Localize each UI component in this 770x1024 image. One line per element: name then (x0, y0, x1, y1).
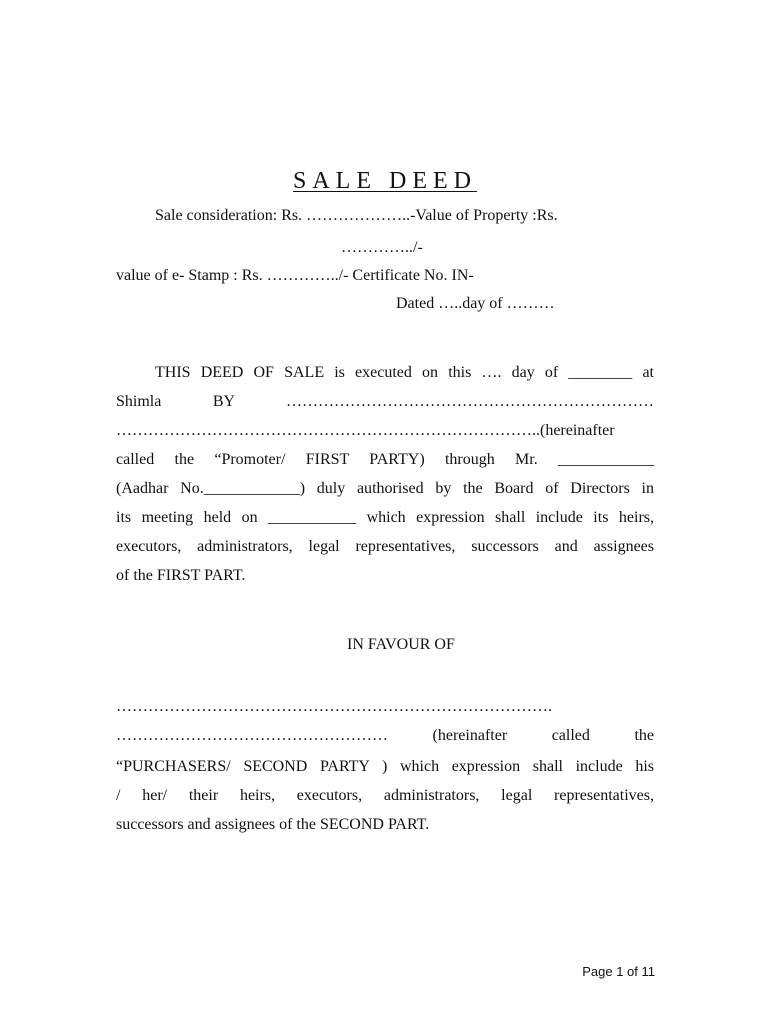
first-party-line-6: its meeting held on ___________ which expression shall include its heirs, (116, 509, 654, 526)
second-party-line-4: / her/ their heirs, executors, administrators, legal representatives, (116, 787, 654, 804)
e-stamp-line: value of e- Stamp : Rs. …………../- Certificate No. IN- (116, 267, 474, 284)
page-number: Page 1 of 11 (582, 964, 655, 979)
first-party-line-2: Shimla BY …………………………………………………………… (116, 393, 654, 410)
second-party-last-line: successors and assignees of the SECOND PART. (116, 816, 430, 833)
second-party-line-1: ………………………………………………………………………. (116, 698, 552, 715)
first-party-line-3: ……………………………………………………………………..(hereinafter (116, 422, 615, 439)
first-party-line-7: executors, administrators, legal representatives, successors and assignees (116, 538, 654, 555)
dated-line: Dated …..day of ……… (396, 295, 555, 312)
first-party-line-1: THIS DEED OF SALE is executed on this …. day of ________ at (155, 364, 654, 381)
document-title-text: SALE DEED (293, 168, 477, 194)
first-party-last-line: of the FIRST PART. (116, 567, 246, 584)
first-party-line-5: (Aadhar No.____________) duly authorised by the Board of Directors in (116, 480, 654, 497)
second-party-line-2: …………………………………………… (hereinafter called the (116, 727, 654, 744)
in-favour-of-heading: IN FAVOUR OF (347, 636, 455, 653)
document-title (0, 166, 770, 196)
second-party-line-3: “PURCHASERS/ SECOND PARTY ) which expression shall include his (116, 758, 654, 775)
first-party-line-4: called the “Promoter/ FIRST PARTY) through Mr. ____________ (116, 451, 654, 468)
sale-consideration-line: Sale consideration: Rs. ………………..-Value of Property :Rs. (155, 207, 558, 224)
property-value-line: …………../- (341, 239, 423, 256)
